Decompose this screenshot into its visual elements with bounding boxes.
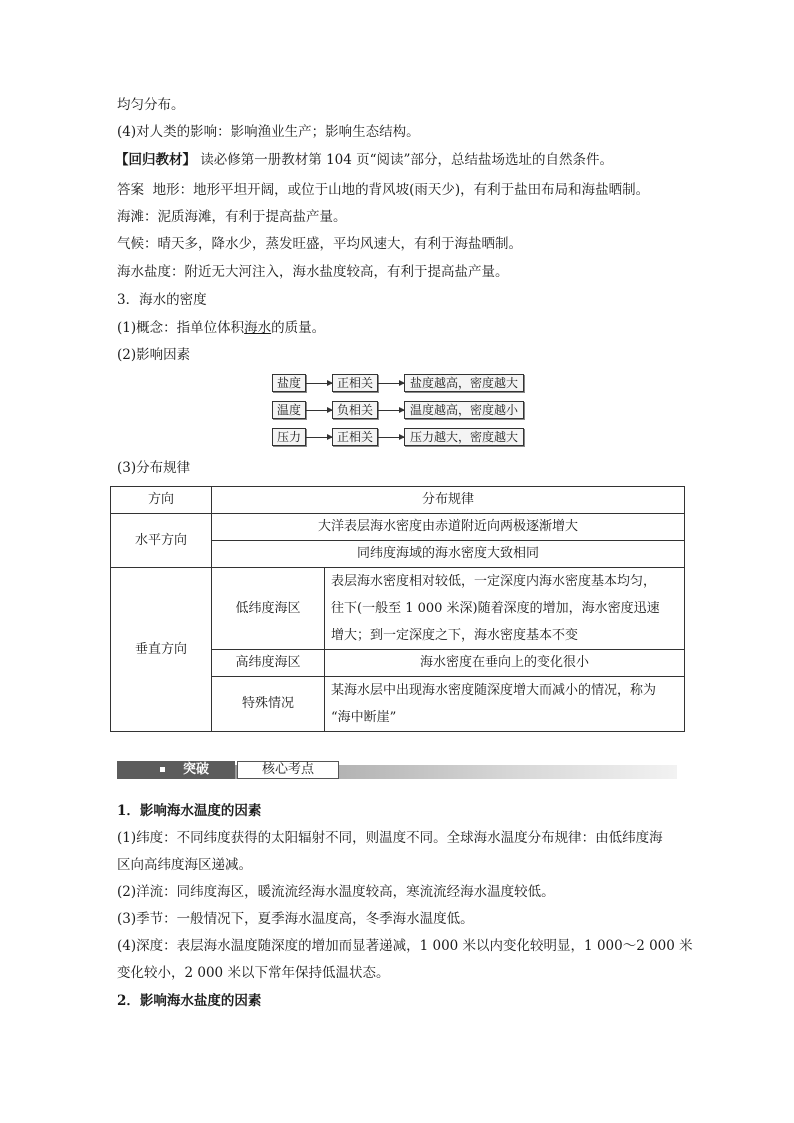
section-header xyxy=(117,761,677,780)
underlined-word: 海水 xyxy=(244,320,272,336)
density-distribution: (3)分布规律 xyxy=(117,460,191,476)
arrow-icon xyxy=(306,410,332,411)
table-row xyxy=(111,487,685,514)
flow-result-box: 温度越高，密度越小 xyxy=(404,401,524,419)
density-concept: (1)概念：指单位体积海水的质量。 xyxy=(117,320,326,336)
table-row: 同纬度海域的海水密度大致相同 xyxy=(111,541,685,568)
core-latitude-l1: (1)纬度：不同纬度获得的太阳辐射不同，则温度不同。全球海水温度分布规律：由低纬度海 xyxy=(117,830,663,846)
answer-terrain xyxy=(117,180,649,200)
table-header-rule: 分布规律 xyxy=(212,487,685,514)
table-cell-low-lat: 低纬度海区 xyxy=(212,568,325,650)
flow-factor-box: 盐度 xyxy=(272,374,306,392)
arrow-icon xyxy=(306,383,332,384)
return-textbook xyxy=(115,150,613,170)
flow-relation-box: 负相关 xyxy=(332,401,378,419)
table-cell-high-lat: 高纬度海区 xyxy=(212,650,325,677)
answer-label: 答案 xyxy=(117,182,144,198)
flow-relation-box: 正相关 xyxy=(332,428,378,446)
answer-climate: 气候：晴天多，降水少，蒸发旺盛，平均风速大，有利于海盐晒制。 xyxy=(117,236,522,252)
return-textbook-text: 读必修第一册教材第 104 页“阅读”部分，总结盐场选址的自然条件。 xyxy=(200,152,613,168)
table-row: 高纬度海区 海水密度在垂向上的变化很小 xyxy=(111,650,685,677)
square-icon xyxy=(160,767,165,772)
density-distribution-table xyxy=(110,486,685,732)
section-tag: 突破 xyxy=(117,761,235,779)
answer-salinity: 海水盐度：附近无大河注入，海水盐度较高，有利于提高盐产量。 xyxy=(117,264,509,280)
table-cell-vertical: 垂直方向 xyxy=(111,568,212,732)
arrow-icon xyxy=(378,383,404,384)
flow-row-temperature xyxy=(272,401,524,419)
table-row: 垂直方向 低纬度海区 表层海水密度相对较低，一定深度内海水密度基本均匀， 往下(一般至 1 000 米深)随着深度的增加，海水密度迅速 增大；到一定深度之下，海水密度基本不变 xyxy=(111,568,685,650)
density-heading: 3．海水的密度 xyxy=(117,292,207,308)
section-title: 核心考点 xyxy=(237,761,339,779)
table-cell-special: 特殊情况 xyxy=(212,677,325,732)
flow-factor-box: 压力 xyxy=(272,428,306,446)
core-season: (3)季节：一般情况下，夏季海水温度高，冬季海水温度低。 xyxy=(117,911,474,927)
core-current: (2)洋流：同纬度海区，暖流流经海水温度较高，寒流流经海水温度较低。 xyxy=(117,884,555,900)
core-depth-l2: 变化较小，2 000 米以下常年保持低温状态。 xyxy=(117,965,390,981)
flow-factor-box: 温度 xyxy=(272,401,306,419)
flow-row-pressure xyxy=(272,428,524,446)
flow-row-salinity xyxy=(272,374,524,392)
return-textbook-label: 【回归教材】 xyxy=(115,152,196,168)
answer-terrain-text: 地形：地形平坦开阔，或位于山地的背风坡(雨天少)，有利于盐田布局和海盐晒制。 xyxy=(152,182,650,198)
table-header-direction: 方向 xyxy=(111,487,212,514)
arrow-icon xyxy=(378,437,404,438)
table-cell-horizontal: 水平方向 xyxy=(111,514,212,568)
core-latitude-l2: 区向高纬度海区递减。 xyxy=(117,857,252,873)
density-factors: (2)影响因素 xyxy=(117,347,191,363)
core-heading-temperature: 1．影响海水温度的因素 xyxy=(117,803,262,819)
arrow-icon xyxy=(306,437,332,438)
flow-relation-box: 正相关 xyxy=(332,374,378,392)
core-depth-l1: (4)深度：表层海水温度随深度的增加而显著递减，1 000 米以内变化较明显，1 000～2 000 米 xyxy=(117,938,693,954)
arrow-icon xyxy=(378,410,404,411)
flow-result-box: 盐度越高，密度越大 xyxy=(404,374,524,392)
line-uniform: 均匀分布。 xyxy=(117,97,185,113)
answer-beach: 海滩：泥质海滩，有利于提高盐产量。 xyxy=(117,209,347,225)
line-human-impact: (4)对人类的影响：影响渔业生产；影响生态结构。 xyxy=(117,124,420,140)
core-heading-salinity: 2．影响海水盐度的因素 xyxy=(117,993,262,1009)
flow-result-box: 压力越大，密度越大 xyxy=(404,428,524,446)
table-row: 水平方向 大洋表层海水密度由赤道附近向两极逐渐增大 xyxy=(111,514,685,541)
table-row: 特殊情况 某海水层中出现海水密度随深度增大而减小的情况，称为 “海中断崖” xyxy=(111,677,685,732)
